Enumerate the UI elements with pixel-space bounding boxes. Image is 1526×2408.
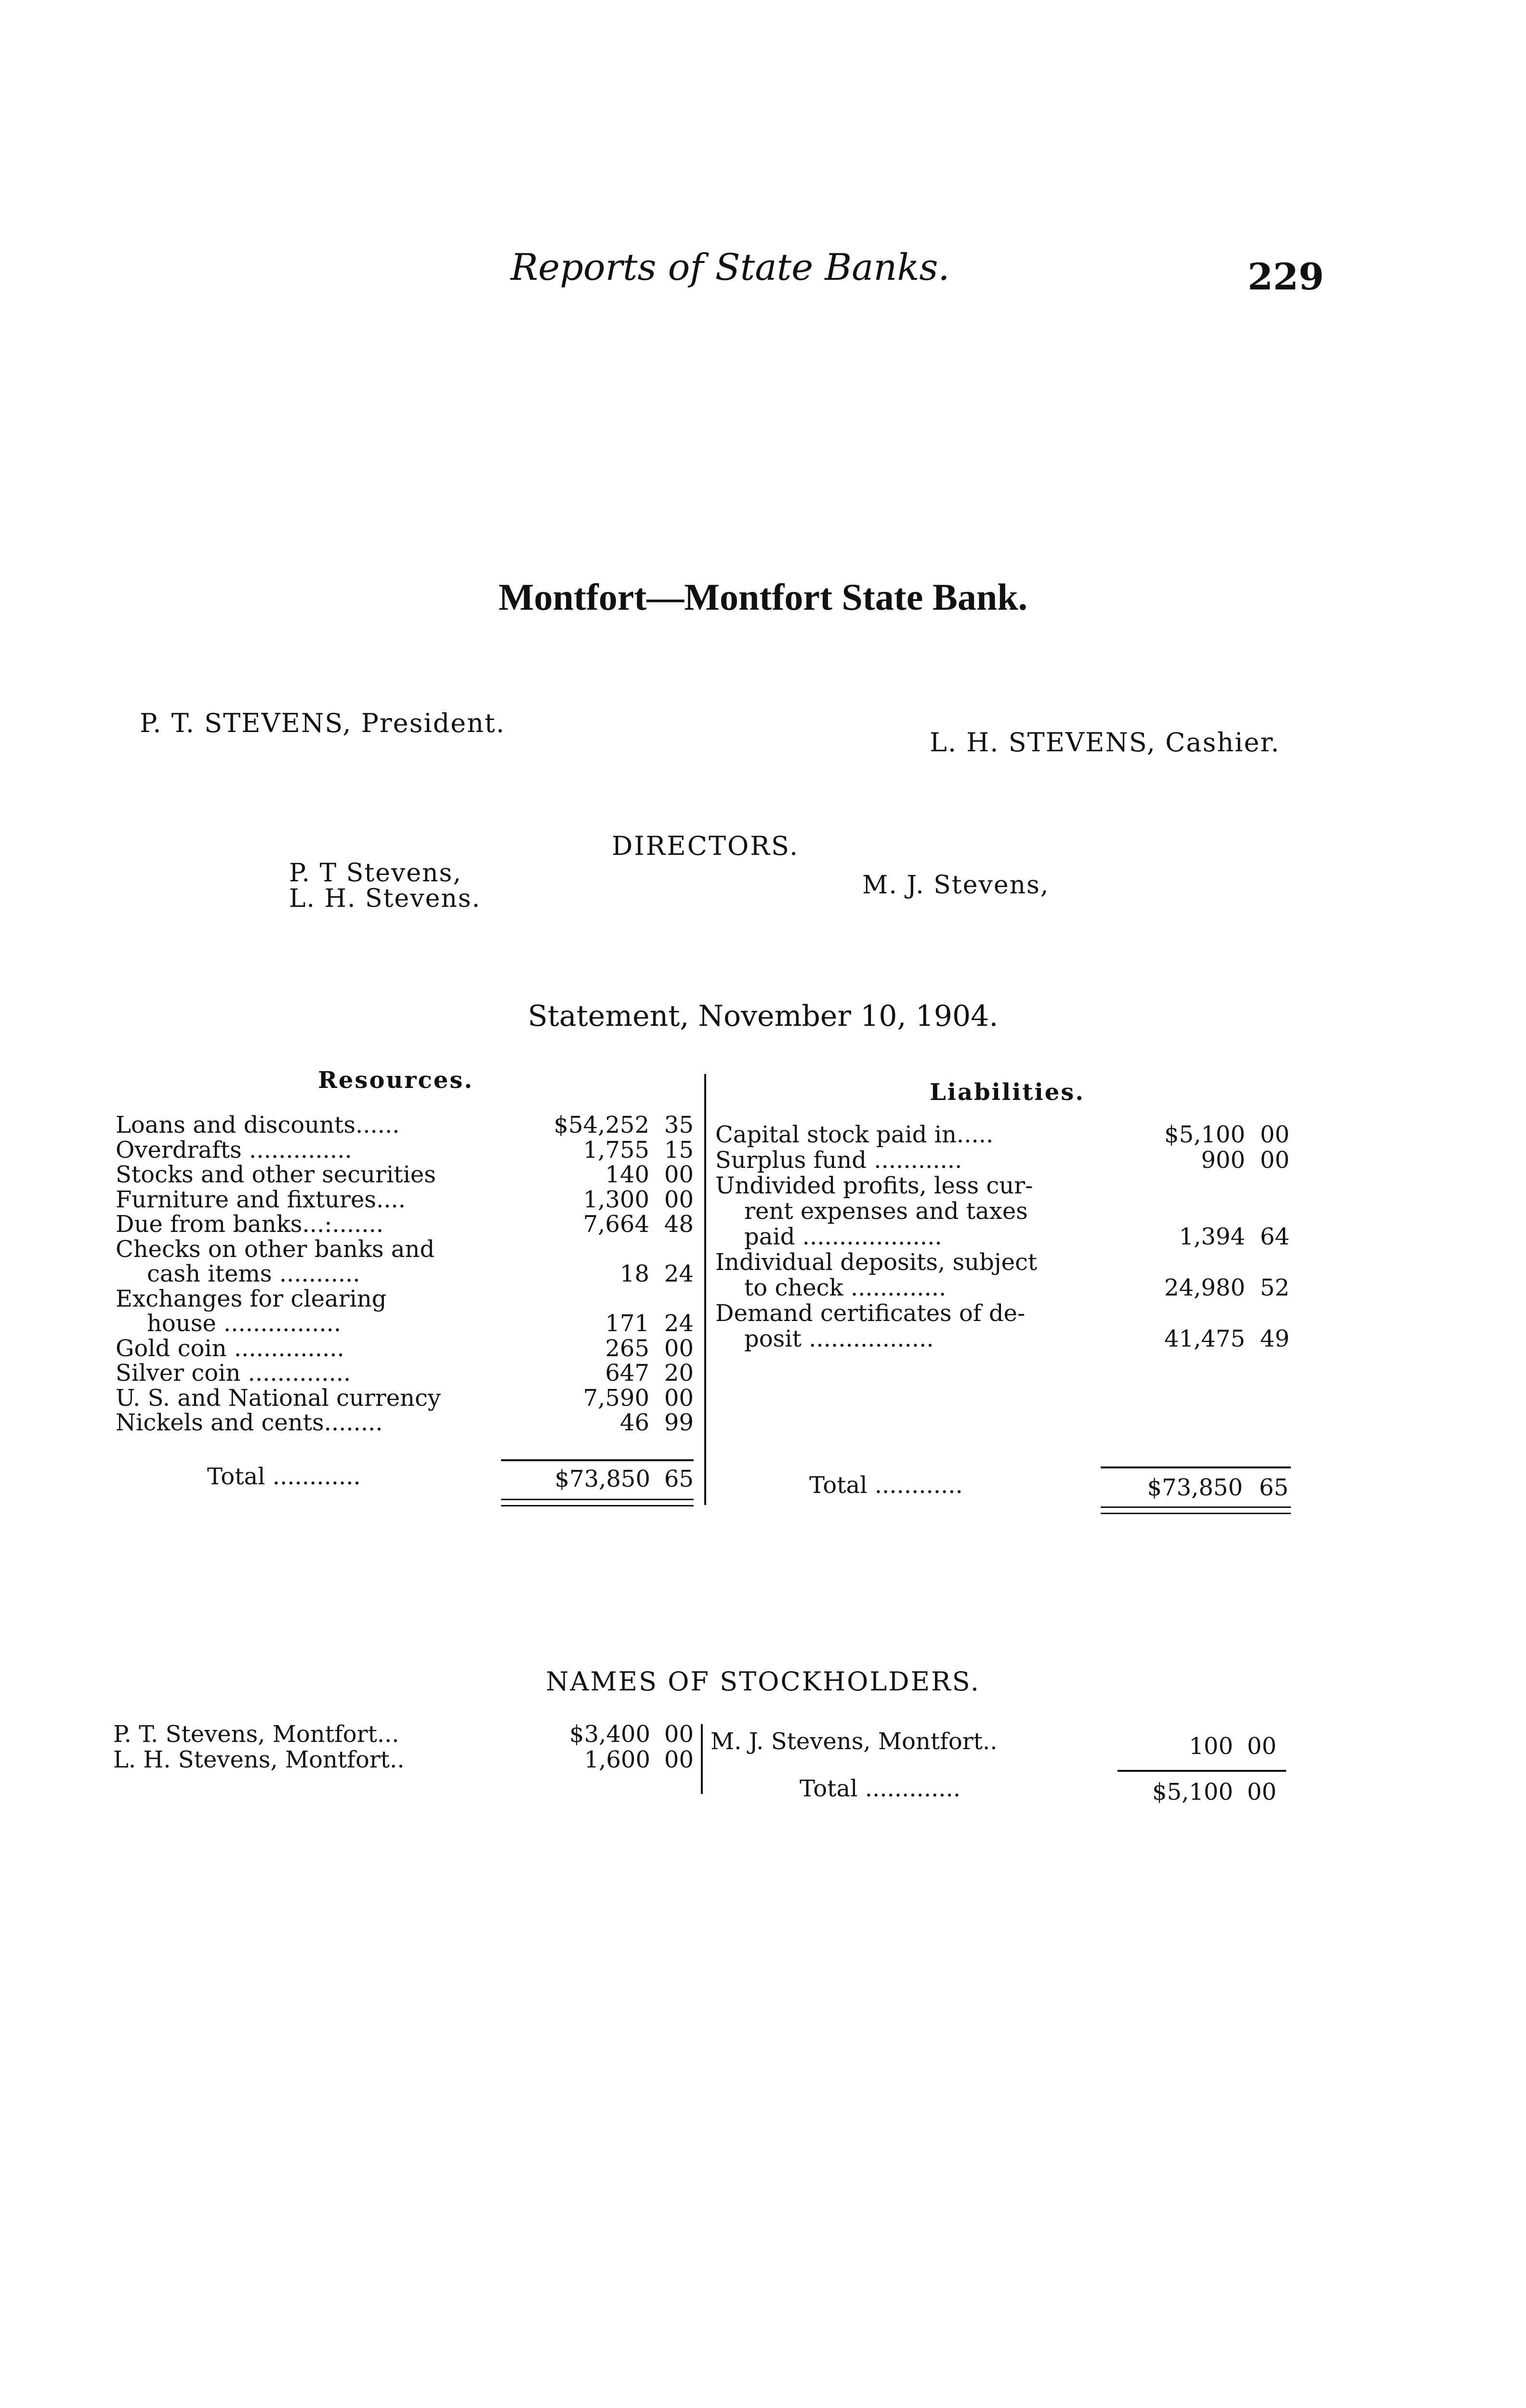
stockholder-name: P. T. Stevens, Montfort... xyxy=(113,1721,399,1748)
amount-cents: 20 xyxy=(664,1360,694,1387)
resources-total-rule xyxy=(501,1459,694,1461)
amount-dollars: 46 xyxy=(619,1409,649,1436)
stockholder-cents: 00 xyxy=(664,1721,694,1748)
amount-cents: 15 xyxy=(664,1136,694,1164)
amount-dollars: 140 xyxy=(605,1161,649,1188)
amount-cents: 24 xyxy=(664,1260,694,1287)
column-divider xyxy=(704,1074,706,1505)
amount-cents: 00 xyxy=(664,1384,694,1412)
page-number: 229 xyxy=(1248,255,1324,298)
resource-row-label: house ................ xyxy=(147,1310,342,1337)
liability-row-label: to check ............. xyxy=(744,1274,947,1301)
amount-cents: 48 xyxy=(664,1211,694,1238)
liabilities-total-rule xyxy=(1101,1466,1291,1468)
amount-dollars: 7,590 xyxy=(583,1384,649,1412)
resource-row-label: Exchanges for clearing xyxy=(116,1285,387,1312)
amount-cents: 00 xyxy=(1260,1147,1289,1174)
liability-row-label: Surplus fund ............ xyxy=(715,1147,962,1174)
total-dollars: $73,850 xyxy=(554,1466,650,1492)
stockholder-dollars: 100 xyxy=(1189,1733,1233,1760)
stockholder-dollars: 1,600 xyxy=(584,1746,650,1773)
total-dollars: $5,100 xyxy=(1152,1779,1233,1806)
liability-row-label: Demand certificates of de- xyxy=(715,1300,1026,1327)
total-cents: 65 xyxy=(1259,1474,1289,1501)
amount-cents: 00 xyxy=(664,1335,694,1362)
cashier-line: L. H. STEVENS, Cashier. xyxy=(930,727,1280,758)
amount-cents: 49 xyxy=(1260,1325,1289,1352)
amount-dollars: 24,980 xyxy=(1164,1274,1245,1301)
resource-row-label: cash items ........... xyxy=(147,1260,360,1287)
resource-row-label: Stocks and other securities xyxy=(116,1161,436,1188)
amount-cents: 52 xyxy=(1260,1274,1289,1301)
resources-heading: Resources. xyxy=(318,1067,474,1094)
amount-dollars: 18 xyxy=(619,1260,649,1287)
liabilities-heading: Liabilities. xyxy=(930,1079,1085,1106)
amount-dollars: 265 xyxy=(605,1335,649,1362)
amount-cents: 64 xyxy=(1260,1223,1289,1250)
liability-row-label: rent expenses and taxes xyxy=(744,1198,1028,1225)
resource-row-label: Due from banks...:....... xyxy=(116,1211,384,1238)
running-title: Reports of State Banks. xyxy=(511,246,950,288)
resource-row-label: Checks on other banks and xyxy=(116,1235,435,1263)
bank-title: Montfort—Montfort State Bank. xyxy=(498,576,1028,618)
liabilities-total-double-rule xyxy=(1101,1506,1291,1514)
amount-dollars: 1,300 xyxy=(583,1186,649,1213)
total-label: Total ............. xyxy=(800,1775,961,1802)
liability-row-label: paid ................... xyxy=(744,1223,942,1250)
director-name: L. H. Stevens. xyxy=(289,884,481,913)
resource-row-label: Gold coin ............... xyxy=(116,1335,344,1362)
amount-dollars: 171 xyxy=(605,1310,649,1337)
stockholder-name: L. H. Stevens, Montfort.. xyxy=(113,1746,405,1773)
amount-cents: 99 xyxy=(664,1409,694,1436)
resource-row-label: Loans and discounts...... xyxy=(116,1112,400,1139)
total-cents: 65 xyxy=(664,1466,694,1492)
amount-cents: 35 xyxy=(664,1112,694,1139)
resource-row-label: Overdrafts .............. xyxy=(116,1136,352,1164)
liability-row-label: Capital stock paid in..... xyxy=(715,1121,994,1148)
stockholder-name: M. J. Stevens, Montfort.. xyxy=(710,1728,998,1755)
president-line: P. T. STEVENS, President. xyxy=(140,708,505,738)
total-label: Total ............ xyxy=(809,1472,963,1499)
stockholder-cents: 00 xyxy=(664,1746,694,1773)
stockholder-dollars: $3,400 xyxy=(569,1721,650,1748)
amount-dollars: 900 xyxy=(1201,1147,1245,1174)
total-label: Total ............ xyxy=(207,1463,361,1490)
amount-cents: 24 xyxy=(664,1310,694,1337)
stockholders-total-rule xyxy=(1118,1770,1286,1772)
resources-total-double-rule xyxy=(501,1499,694,1506)
stockholders-divider xyxy=(701,1724,703,1794)
stockholder-cents: 00 xyxy=(1247,1733,1276,1760)
director-name: M. J. Stevens, xyxy=(862,871,1050,900)
resource-row-label: Nickels and cents........ xyxy=(116,1409,383,1436)
stockholders-heading: NAMES OF STOCKHOLDERS. xyxy=(546,1666,980,1697)
amount-dollars: 1,755 xyxy=(583,1136,649,1164)
resource-row-label: U. S. and National currency xyxy=(116,1384,441,1412)
amount-cents: 00 xyxy=(1260,1121,1289,1148)
resource-row-label: Furniture and fixtures.... xyxy=(116,1186,406,1213)
statement-date: Statement, November 10, 1904. xyxy=(527,999,999,1033)
amount-dollars: 41,475 xyxy=(1164,1325,1245,1352)
resource-row-label: Silver coin .............. xyxy=(116,1360,351,1387)
liability-row-label: posit ................. xyxy=(744,1325,934,1352)
amount-dollars: 7,664 xyxy=(583,1211,649,1238)
total-dollars: $73,850 xyxy=(1147,1474,1243,1501)
amount-dollars: $54,252 xyxy=(553,1112,649,1139)
amount-cents: 00 xyxy=(664,1186,694,1213)
liability-row-label: Undivided profits, less cur- xyxy=(715,1172,1033,1199)
director-name: P. T Stevens, xyxy=(289,859,462,888)
amount-dollars: 647 xyxy=(605,1360,649,1387)
total-cents: 00 xyxy=(1247,1779,1276,1806)
liability-row-label: Individual deposits, subject xyxy=(715,1249,1038,1276)
amount-dollars: $5,100 xyxy=(1164,1121,1245,1148)
directors-heading: DIRECTORS. xyxy=(612,831,800,861)
amount-cents: 00 xyxy=(664,1161,694,1188)
amount-dollars: 1,394 xyxy=(1179,1223,1245,1250)
